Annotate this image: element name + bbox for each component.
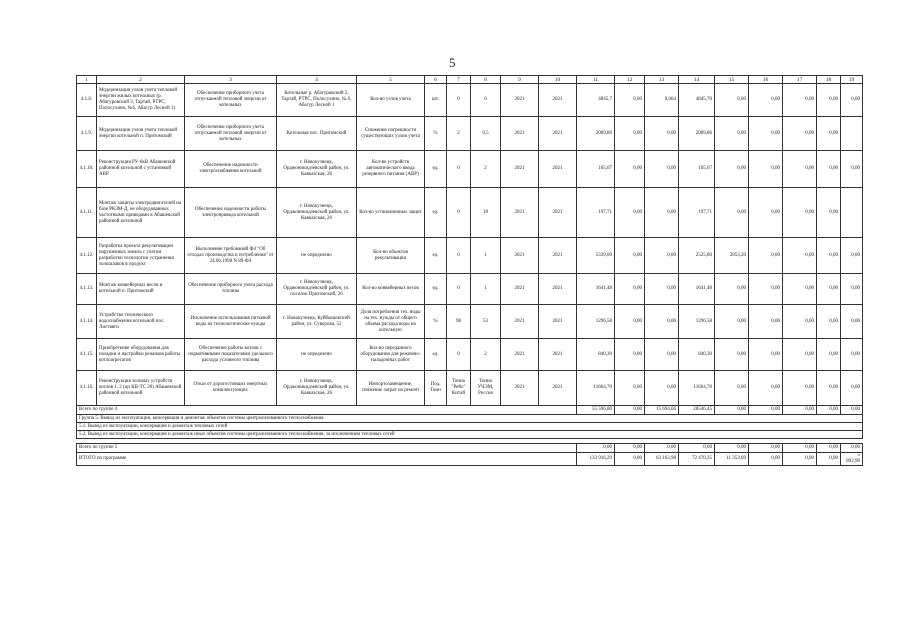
table-row xyxy=(77,274,863,305)
measure-purpose: Исключение использования питьевой воды на технологические нужды xyxy=(185,305,277,339)
cost-col-18: 0,00 xyxy=(817,274,841,305)
indicator: Доля потребления тех. воды на тех. нужды от общего объема расхода воды на котельную xyxy=(357,305,425,339)
value-after: 2 xyxy=(471,151,501,188)
row-number: 4.1.11. xyxy=(77,188,97,238)
end-year: 2021 xyxy=(539,238,577,274)
cost-col-12: 0,00 xyxy=(615,188,645,238)
total-value: 0,00 xyxy=(841,444,863,453)
cost-col-12: 0,00 xyxy=(615,84,645,117)
cost-total: 1296,58 xyxy=(577,305,615,339)
cost-col-16: 0,00 xyxy=(749,84,783,117)
cost-col-19 xyxy=(841,117,863,151)
cost-col-19: 0,00 xyxy=(841,274,863,305)
section-title: Группа 5. Вывод из эксплуатации, консервация и демонтаж объектов системы централизованного теплоснабжения xyxy=(77,415,863,423)
cost-col-15: 2853,20 xyxy=(715,238,749,274)
row-number: 4.1.12. xyxy=(77,238,97,274)
table-row xyxy=(77,238,863,274)
unit: ед. xyxy=(425,339,447,371)
measure-purpose: Обеспечение приборного учета отпускаемой тепловой энергии от котельных xyxy=(185,117,277,151)
indicator: Кол-во устройств автоматического ввода резервного питания (АВР) xyxy=(357,151,425,188)
col-header: 19 xyxy=(841,76,863,84)
col-header: 10 xyxy=(539,76,577,84)
cost-total: 2009,86 xyxy=(577,117,615,151)
cost-col-15: 0,00 xyxy=(715,339,749,371)
cost-col-14: 1641,48 xyxy=(679,274,715,305)
cost-col-15: 0,00 xyxy=(715,151,749,188)
cost-col-14: 197,71 xyxy=(679,188,715,238)
total-value: 0,00 xyxy=(783,444,817,453)
measure-name: Монтаж защиты электродвигателей на базе РКЗМ-Д, не оборудованных частотными приводами в Абашевской районной котельной xyxy=(97,188,185,238)
cost-total: 165,67 xyxy=(577,151,615,188)
measure-name: Модернизация узлов учета тепловой энергии жилых котельных (р. Абагуровский 2, Тартай, РТРС, Полосухино, №6, Абагур Лесной 1) xyxy=(97,84,185,117)
end-year: 2021 xyxy=(539,371,577,406)
cost-col-14: 11664,70 xyxy=(679,371,715,406)
table-row xyxy=(77,339,863,371)
col-header: 14 xyxy=(679,76,715,84)
col-header: 6 xyxy=(425,76,447,84)
value-before: 0 xyxy=(447,339,471,371)
cost-col-13: 0,064 xyxy=(645,84,679,117)
value-after: 2 xyxy=(471,339,501,371)
cost-col-16: 0,00 xyxy=(749,371,783,406)
start-year: 2021 xyxy=(501,371,539,406)
col-header: 8 xyxy=(471,76,501,84)
row-number: 4.1.9. xyxy=(77,117,97,151)
value-before: Тонна "Рейл" Китай xyxy=(447,371,471,406)
table-row xyxy=(77,371,863,406)
indicator: Кол-во объектов рекультивации xyxy=(357,238,425,274)
table-row xyxy=(77,117,863,151)
column-number-row xyxy=(77,76,863,84)
unit: шт. xyxy=(425,84,447,117)
col-header: 5 xyxy=(357,76,425,84)
col-header: 18 xyxy=(817,76,841,84)
start-year: 2021 xyxy=(501,305,539,339)
table-row xyxy=(77,305,863,339)
cost-col-13: 0,00 xyxy=(645,117,679,151)
measure-name: Реконструкция РУ-6кВ Абашевской районной котельной с установкой АВР xyxy=(97,151,185,188)
measure-name: Приобретение оборудования для наладки и настройки режимов работы котлоагрегатов xyxy=(97,339,185,371)
cost-col-15: 0,00 xyxy=(715,305,749,339)
cost-total: 11664,70 xyxy=(577,371,615,406)
end-year: 2021 xyxy=(539,274,577,305)
cost-col-18: 0,00 xyxy=(817,371,841,406)
cost-col-17: 0,00 xyxy=(783,371,817,406)
unit: % xyxy=(425,117,447,151)
start-year: 2021 xyxy=(501,238,539,274)
indicator: Кол-во узлов учета xyxy=(357,84,425,117)
value-before: 2 xyxy=(447,117,471,151)
measure-purpose: Отказ от дорогостоящих инертных комплектующих xyxy=(185,371,277,406)
cost-col-13: 0,00 xyxy=(645,371,679,406)
cost-col-17: 0,00 xyxy=(783,117,817,151)
cost-col-13: 0,00 xyxy=(645,238,679,274)
value-before: 98 xyxy=(447,305,471,339)
start-year: 2021 xyxy=(501,274,539,305)
location: Котельные р. Абагуровский 2, Тартай, РТРС, Полосухино, № 6, Абагур Лесной 1 xyxy=(277,84,357,117)
cost-col-16: 0,00 xyxy=(749,117,783,151)
indicator: Импортозамещение, снижение затрат на ремонт xyxy=(357,371,425,406)
cost-col-19: 0,00 xyxy=(841,305,863,339)
cost-col-15: 0,00 xyxy=(715,371,749,406)
indicator: Кол-во конвейерных весов xyxy=(357,274,425,305)
total-value: 0,00 xyxy=(817,453,841,466)
col-header: 1 xyxy=(77,76,97,84)
location: г. Новокузнецк, Орджоникидзевский район, ул. Кавказская, 26 xyxy=(277,188,357,238)
total-program-row xyxy=(77,453,863,466)
measure-name: Устройство технического водоснабжения котельной пос. Листвяги xyxy=(97,305,185,339)
value-after: 18 xyxy=(471,188,501,238)
cost-col-14: 4845,70 xyxy=(679,84,715,117)
row-number: 4.1.13. xyxy=(77,274,97,305)
total-label: Всего по группе 5 xyxy=(77,444,577,453)
cost-col-12: 0,00 xyxy=(615,274,645,305)
measure-purpose: Выполнение требований ФЗ "Об отходах производства и потребления" от 24.06.1998 N 89-ФЗ xyxy=(185,238,277,274)
measure-purpose: Обеспечение надежности электроснабжения котельной xyxy=(185,151,277,188)
value-after: 1 xyxy=(471,274,501,305)
cost-col-17: 0,00 xyxy=(783,339,817,371)
indicator: Снижение погрешности существующих узлов учета xyxy=(357,117,425,151)
location: не определено xyxy=(277,238,357,274)
location: г. Новокузнецк, Орджоникидзевский район, ул. Кавказская, 26 xyxy=(277,371,357,406)
total-value: 55 596,80 xyxy=(577,406,615,415)
col-header: 16 xyxy=(749,76,783,84)
row-number: 4.1.16. xyxy=(77,371,97,406)
row-number: 4.1.15. xyxy=(77,339,97,371)
cost-col-17: 0,00 xyxy=(783,305,817,339)
measure-name: Реконструкция золовых устройств котлов 1, 2 (цп КВ-ТС 20) Абашевской районной котельной xyxy=(97,371,185,406)
start-year: 2021 xyxy=(501,339,539,371)
cost-col-17: 0,00 xyxy=(783,84,817,117)
cost-col-16: 0,00 xyxy=(749,188,783,238)
total-value: 0,00 xyxy=(841,406,863,415)
start-year: 2021 xyxy=(501,117,539,151)
cost-col-16: 0,00 xyxy=(749,305,783,339)
end-year: 2021 xyxy=(539,117,577,151)
col-header: 3 xyxy=(185,76,277,84)
program-table xyxy=(76,75,863,466)
measure-name: Модернизация узлов учета тепловой энергии котельной п. Притомский xyxy=(97,117,185,151)
value-before: 0 xyxy=(447,84,471,117)
value-after: 1 xyxy=(471,238,501,274)
start-year: 2021 xyxy=(501,188,539,238)
cost-col-17: 0,00 xyxy=(783,151,817,188)
total-value: 0,00 xyxy=(615,453,645,466)
location: г. Новокузнецк, Куйбышевский район, ул. Суворова, 52 xyxy=(277,305,357,339)
cost-col-18: 0,00 xyxy=(817,305,841,339)
total-value: 0,00 xyxy=(715,406,749,415)
measure-purpose: Обеспечение приборного учета отпускаемой тепловой энергии от котельных xyxy=(185,84,277,117)
total-group-4-row xyxy=(77,406,863,415)
cost-total: 197,71 xyxy=(577,188,615,238)
cost-col-12: 0,00 xyxy=(615,305,645,339)
cost-col-12: 0,00 xyxy=(615,339,645,371)
row-number: 4.1.14. xyxy=(77,305,97,339)
cost-col-14: 840,30 xyxy=(679,339,715,371)
subsection-5-2-row xyxy=(77,431,863,439)
col-header: 17 xyxy=(783,76,817,84)
col-header: 9 xyxy=(501,76,539,84)
col-header: 11 xyxy=(577,76,615,84)
value-before: 0 xyxy=(447,238,471,274)
unit: % xyxy=(425,305,447,339)
measure-name: Разработка проекта рекультивации нарушенных земель с учетом разработки технологии устранения золошлаков в продукт xyxy=(97,238,185,274)
cost-col-17: 0,00 xyxy=(783,188,817,238)
measure-purpose: Обеспечение надежности работы электропривода котельной xyxy=(185,188,277,238)
cost-col-18: 0,00 xyxy=(817,238,841,274)
cost-col-16: 0,00 xyxy=(749,339,783,371)
cost-col-18: 0,00 xyxy=(817,84,841,117)
cost-col-12: 0,00 xyxy=(615,238,645,274)
cost-col-13: 0,00 xyxy=(645,339,679,371)
cost-col-15: 0,00 xyxy=(715,84,749,117)
page-number: 5 xyxy=(449,55,456,70)
indicator: Кол-во переданного оборудования для режимно-наладочных работ xyxy=(357,339,425,371)
total-value: 0,00 xyxy=(817,406,841,415)
unit: ед. xyxy=(425,238,447,274)
cost-col-12: 0,00 xyxy=(615,151,645,188)
col-header: 13 xyxy=(645,76,679,84)
total-value: 15 694,66 xyxy=(645,406,679,415)
value-before: 0 xyxy=(447,274,471,305)
cost-col-15: 0,00 xyxy=(715,274,749,305)
unit: Под. Тонн xyxy=(425,371,447,406)
col-header: 2 xyxy=(97,76,185,84)
cost-col-19: 0,00 xyxy=(841,371,863,406)
table-row xyxy=(77,84,863,117)
total-value: 0,00 xyxy=(577,444,615,453)
cost-col-13: 0,00 xyxy=(645,151,679,188)
value-after: 6 xyxy=(471,84,501,117)
cost-total: 4845,7 xyxy=(577,84,615,117)
measure-name: Монтаж конвейерных весов в котельной п. Притомский xyxy=(97,274,185,305)
cost-col-16: 0,00 xyxy=(749,151,783,188)
row-number: 4.1.10. xyxy=(77,151,97,188)
total-value: 11 353,69 xyxy=(715,453,749,466)
total-value: 0,00 xyxy=(749,453,783,466)
value-before: 0 xyxy=(447,151,471,188)
total-value: 28546,45 xyxy=(679,406,715,415)
cost-col-14: 1296,58 xyxy=(679,305,715,339)
cost-total: 840,30 xyxy=(577,339,615,371)
table-row xyxy=(77,188,863,238)
cost-col-18: 0,00 xyxy=(817,339,841,371)
end-year: 2021 xyxy=(539,84,577,117)
cost-col-12: 0,00 xyxy=(615,371,645,406)
measure-purpose: Обеспечение работы котлов с нормативными показателями удельного расхода условного топлива xyxy=(185,339,277,371)
cost-col-18: 0,00 xyxy=(817,117,841,151)
indicator: Кол-во установленных защит xyxy=(357,188,425,238)
unit: ед. xyxy=(425,274,447,305)
location: г. Новокузнецк, Орджоникидзевский район, ул. поселок Притомский, 26 xyxy=(277,274,357,305)
total-value: 0,00 xyxy=(783,453,817,466)
cost-col-18: 0,00 xyxy=(817,151,841,188)
cost-col-17: 0,00 xyxy=(783,274,817,305)
value-before: 0 xyxy=(447,188,471,238)
total-group-5-row xyxy=(77,444,863,453)
value-after: 53 xyxy=(471,305,501,339)
end-year: 2021 xyxy=(539,151,577,188)
row-number: 4.1.8. xyxy=(77,84,97,117)
total-value: 72 470,35 xyxy=(679,453,715,466)
cost-total: 1641,48 xyxy=(577,274,615,305)
total-value: 133 916,29 xyxy=(577,453,615,466)
total-value: 63 163,98 xyxy=(645,453,679,466)
measure-purpose: Обеспечение приборного учета расхода топлива xyxy=(185,274,277,305)
end-year: 2021 xyxy=(539,305,577,339)
cost-col-12: 0,00 xyxy=(615,117,645,151)
unit: ед. xyxy=(425,151,447,188)
cost-col-13: 0,00 xyxy=(645,188,679,238)
cost-col-15: 0,00 xyxy=(715,188,749,238)
cost-col-13: 0,00 xyxy=(645,274,679,305)
cost-col-15: 0,00 xyxy=(715,117,749,151)
total-value: 0,00 xyxy=(615,406,645,415)
end-year: 2021 xyxy=(539,188,577,238)
total-value: 0,00 xyxy=(615,444,645,453)
start-year: 2021 xyxy=(501,84,539,117)
cost-col-19: 0,00 xyxy=(841,151,863,188)
cost-col-17: 0,00 xyxy=(783,238,817,274)
cost-col-14: 2525,80 xyxy=(679,238,715,274)
col-header: 4 xyxy=(277,76,357,84)
cost-col-14: 165,67 xyxy=(679,151,715,188)
cost-col-13: 0,00 xyxy=(645,305,679,339)
cost-col-19: 0,00 xyxy=(841,339,863,371)
subsection-5-1-row xyxy=(77,423,863,431)
total-value: 0,00 xyxy=(679,444,715,453)
cost-col-16: 0,00 xyxy=(749,274,783,305)
group-5-header-row xyxy=(77,415,863,423)
location: Котельная пос. Притомский xyxy=(277,117,357,151)
total-value: 0,00 xyxy=(749,444,783,453)
cost-col-18: 0,00 xyxy=(817,188,841,238)
cost-col-16: 0,00 xyxy=(749,238,783,274)
col-header: 12 xyxy=(615,76,645,84)
location: не определено xyxy=(277,339,357,371)
total-value: 0,00 xyxy=(783,406,817,415)
value-after: 0,5 xyxy=(471,117,501,151)
col-header: 7 xyxy=(447,76,471,84)
location: г. Новокузнецк, Орджоникидзевский район, ул. Кавказская, 26 xyxy=(277,151,357,188)
table-row xyxy=(77,151,863,188)
total-value: 5 892,96 xyxy=(841,453,863,466)
unit: ед. xyxy=(425,188,447,238)
total-value: 0,00 xyxy=(715,444,749,453)
total-value: 0,00 xyxy=(749,406,783,415)
value-after: Тонна УЧЭМ, Россия xyxy=(471,371,501,406)
total-label: Всего по группе 4 xyxy=(77,406,577,415)
total-value: 0,00 xyxy=(817,444,841,453)
total-value: 0,00 xyxy=(645,444,679,453)
cost-col-19 xyxy=(841,188,863,238)
end-year: 2021 xyxy=(539,339,577,371)
col-header: 15 xyxy=(715,76,749,84)
cost-col-14: 2009,86 xyxy=(679,117,715,151)
start-year: 2021 xyxy=(501,151,539,188)
section-title: 5.1. Вывод из эксплуатации, консервация и демонтаж тепловых сетей xyxy=(77,423,863,431)
cost-total: 5339,00 xyxy=(577,238,615,274)
total-label: ИТОГО по программе xyxy=(77,453,577,466)
cost-col-19: 0,00 xyxy=(841,84,863,117)
cost-col-19: 0,00 xyxy=(841,238,863,274)
section-title: 5.2. Вывод из эксплуатации, консервация и демонтаж иных объектов системы централизованного теплоснабжения, за исключением тепловых сетей xyxy=(77,431,863,439)
